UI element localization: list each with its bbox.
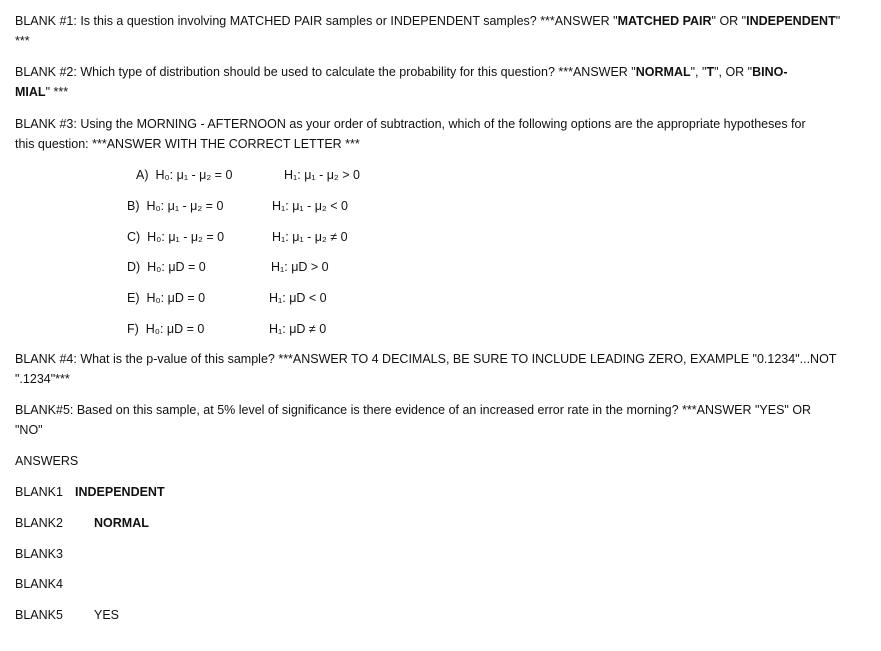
q2-option-binomial-part1: BINO- xyxy=(752,65,788,79)
q2-end: " *** xyxy=(45,85,69,99)
q2-sep2: ", OR " xyxy=(714,65,753,79)
q2-sep1: ", " xyxy=(690,65,707,79)
question-1-line-2: *** xyxy=(15,34,30,48)
q1-text: BLANK #1: Is this a question involving MATCHED PAIR samples or INDEPENDENT samples? ***ANSWER " xyxy=(15,14,618,28)
q1-end-quote: " xyxy=(835,14,841,28)
question-4-line-1: BLANK #4: What is the p-value of this sample? ***ANSWER TO 4 DECIMALS, BE SURE TO INCLUDE LEADING ZERO, EXAMPLE "0.1234"...NOT xyxy=(15,352,837,366)
q2-option-binomial-part2: MIAL xyxy=(15,85,46,99)
q1-option-independent: INDEPENDENT xyxy=(746,14,836,28)
answer-label-3: BLANK3 xyxy=(15,547,63,561)
answer-value-1: INDEPENDENT xyxy=(75,485,165,499)
option-d-alt: H₁: μD > 0 xyxy=(271,260,329,274)
question-5-line-1: BLANK#5: Based on this sample, at 5% level of significance is there evidence of an increased error rate in the morning? ***ANSWER "YES" OR xyxy=(15,403,812,417)
answer-value-5: YES xyxy=(94,608,120,622)
answer-row-5 xyxy=(15,607,63,623)
q2-text: BLANK #2: Which type of distribution should be used to calculate the probability for this question? ***ANSWER " xyxy=(15,65,636,79)
answer-label-2: BLANK2 xyxy=(15,516,63,530)
option-a-alt: H₁: μ₁ - μ₂ > 0 xyxy=(284,168,360,182)
answers-heading: ANSWERS xyxy=(15,454,79,468)
option-b-null: B) H₀: μ₁ - μ₂ = 0 xyxy=(127,199,224,213)
answer-row-2 xyxy=(15,515,63,531)
question-1-line-1 xyxy=(15,13,840,29)
option-f-alt: H₁: μD ≠ 0 xyxy=(269,322,327,336)
q2-option-t: T xyxy=(706,65,715,79)
answer-row-3 xyxy=(15,546,63,562)
option-a-null: A) H₀: μ₁ - μ₂ = 0 xyxy=(136,168,233,182)
question-2-line-2 xyxy=(15,84,68,100)
question-5-line-2: "NO" xyxy=(15,423,43,437)
q1-or: " OR " xyxy=(711,14,747,28)
question-4-line-2: ".1234"*** xyxy=(15,372,70,386)
option-d-null: D) H₀: μD = 0 xyxy=(127,260,206,274)
answer-value-2: NORMAL xyxy=(94,516,149,530)
q2-option-normal: NORMAL xyxy=(635,65,691,79)
question-3-line-2: this question: ***ANSWER WITH THE CORRECT LETTER *** xyxy=(15,137,360,151)
option-e-alt: H₁: μD < 0 xyxy=(269,291,327,305)
answer-label-1: BLANK1 xyxy=(15,485,63,499)
answer-row-1 xyxy=(15,484,63,500)
option-b-alt: H₁: μ₁ - μ₂ < 0 xyxy=(272,199,348,213)
answer-row-4 xyxy=(15,576,63,592)
option-c-null: C) H₀: μ₁ - μ₂ = 0 xyxy=(127,230,225,244)
option-c-alt: H₁: μ₁ - μ₂ ≠ 0 xyxy=(272,230,348,244)
question-3-line-1: BLANK #3: Using the MORNING - AFTERNOON as your order of subtraction, which of the following options are the appropriate hypotheses for xyxy=(15,117,806,131)
question-2-line-1 xyxy=(15,64,788,80)
option-e-null: E) H₀: μD = 0 xyxy=(127,291,206,305)
option-f-null: F) H₀: μD = 0 xyxy=(127,322,205,336)
answer-label-4: BLANK4 xyxy=(15,577,63,591)
answer-label-5: BLANK5 xyxy=(15,608,63,622)
q1-option-matched: MATCHED PAIR xyxy=(617,14,712,28)
